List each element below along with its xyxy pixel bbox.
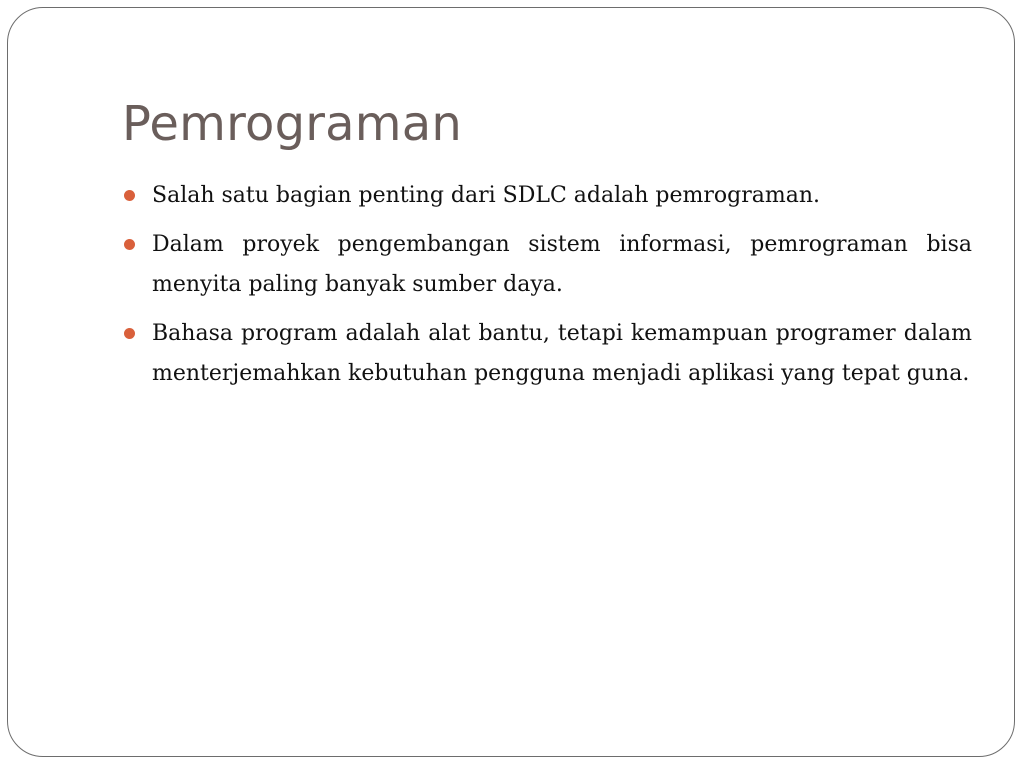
bullet-item [122,314,972,395]
bullet-item [122,176,972,217]
bullet-icon [124,239,135,250]
bullet-text: Dalam proyek pengembangan sistem informasi, pemrograman bisa menyita paling banyak sumber daya. [152,231,972,297]
bullet-icon [124,190,135,201]
bullet-item [122,225,972,306]
bullet-text: Salah satu bagian penting dari SDLC adalah pemrograman. [152,183,821,208]
slide-title: Pemrograman [122,96,462,152]
bullet-list [122,176,972,403]
bullet-icon [124,328,135,339]
slide [7,7,1015,757]
bullet-text: Bahasa program adalah alat bantu, tetapi kemampuan programer dalam menterjemahkan kebutuhan pengguna menjadi aplikasi yang tepat guna. [152,320,972,386]
